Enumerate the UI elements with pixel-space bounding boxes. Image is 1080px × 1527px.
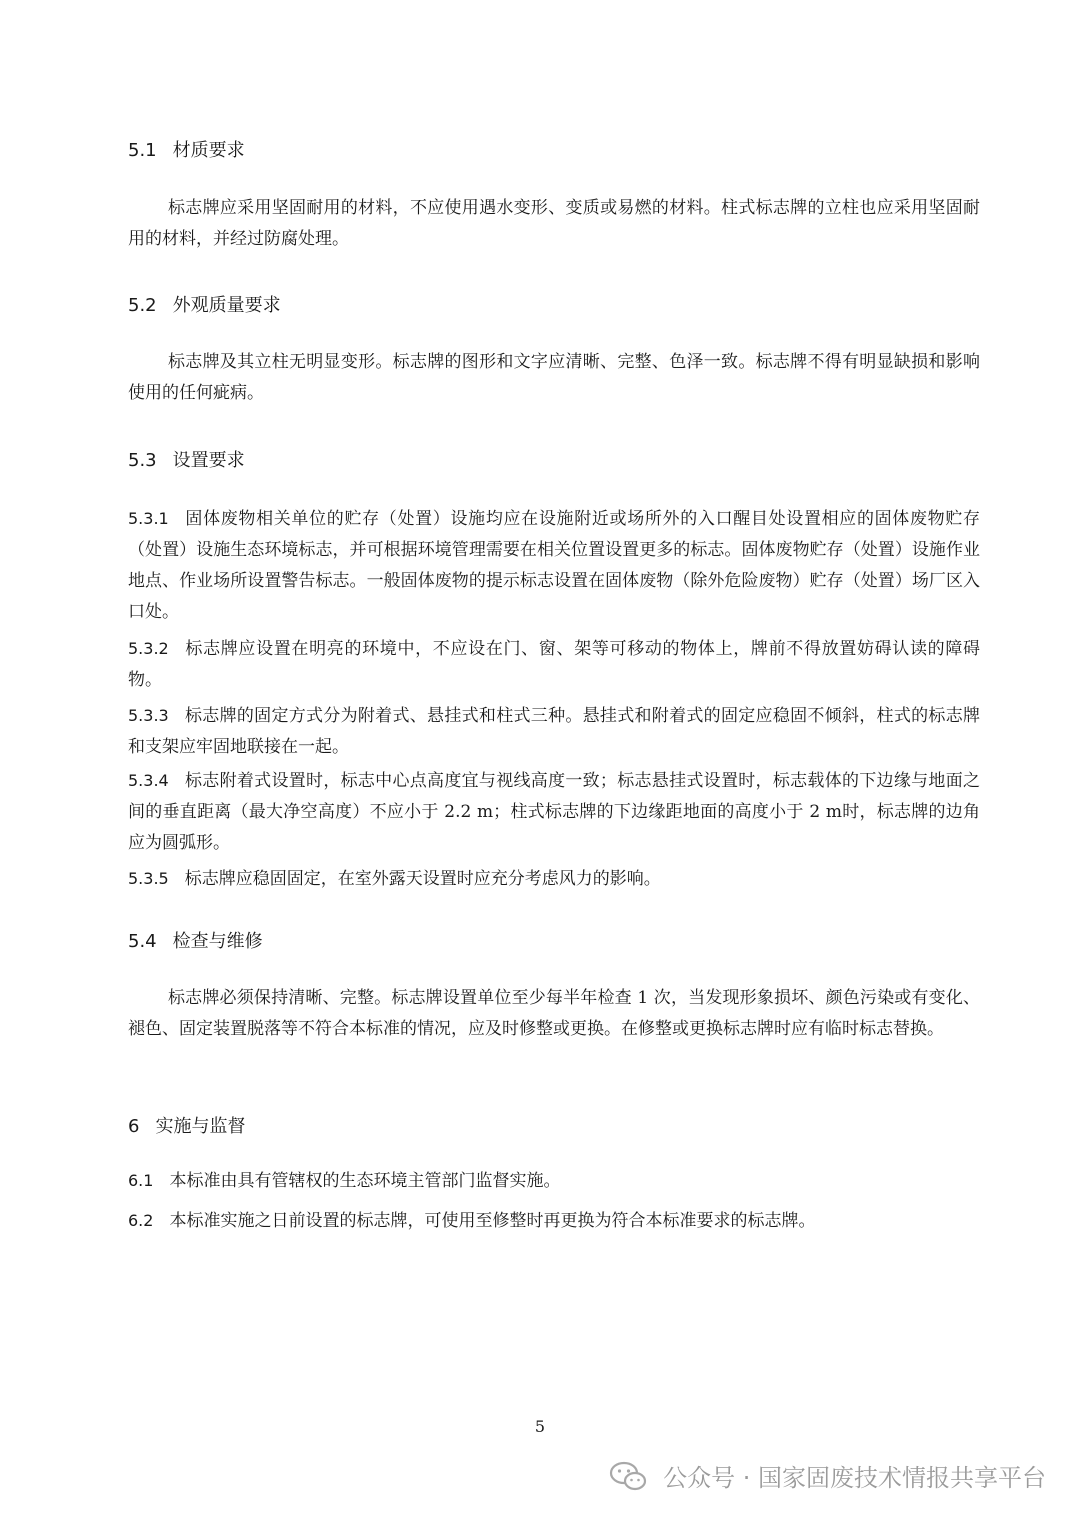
paragraph-5-4: 标志牌必须保持清晰、完整。标志牌设置单位至少每半年检查 1 次，当发现形象损坏、颜色污染或有变化、褪色、固定装置脱落等不符合本标准的情况，应及时修整或更换。在修整或更换标志牌时应有临时标志替换。	[128, 988, 980, 1039]
clause-5-3-4	[128, 765, 980, 859]
clause-6-2	[128, 1205, 980, 1237]
heading-number: 5.4	[128, 931, 157, 952]
paragraph-5-2: 标志牌及其立柱无明显变形。标志牌的图形和文字应清晰、完整、色泽一致。标志牌不得有明显缺损和影响使用的任何疵病。	[128, 352, 980, 403]
heading-5-1	[128, 136, 245, 162]
heading-title: 材质要求	[172, 140, 245, 161]
clause-text: 标志牌的固定方式分为附着式、悬挂式和柱式三种。悬挂式和附着式的固定应稳固不倾斜，柱式的标志牌和支架应牢固地联接在一起。	[128, 706, 980, 757]
clause-5-3-3	[128, 700, 980, 763]
heading-title: 实施与监督	[155, 1116, 246, 1137]
clause-number: 5.3.3	[128, 706, 169, 725]
clause-text: 本标准实施之日前设置的标志牌，可使用至修整时再更换为符合本标准要求的标志牌。	[169, 1211, 816, 1231]
heading-title: 外观质量要求	[172, 295, 281, 316]
heading-title: 检查与维修	[172, 931, 263, 952]
clause-6-1	[128, 1165, 980, 1197]
page-number: 5	[534, 1417, 546, 1436]
clause-number: 6.1	[128, 1171, 154, 1190]
clause-number: 6.2	[128, 1211, 154, 1230]
heading-5-4	[128, 927, 263, 953]
paragraph-5-1: 标志牌应采用坚固耐用的材料，不应使用遇水变形、变质或易燃的材料。柱式标志牌的立柱也应采用坚固耐用的材料，并经过防腐处理。	[128, 198, 980, 249]
heading-title: 设置要求	[172, 450, 245, 471]
clause-number: 5.3.4	[128, 771, 169, 790]
clause-number: 5.3.2	[128, 639, 169, 658]
clause-5-3-2	[128, 633, 980, 696]
clause-text: 标志牌应设置在明亮的环境中，不应设在门、窗、架等可移动的物体上，牌前不得放置妨碍认读的障碍物。	[128, 639, 980, 690]
wechat-watermark	[609, 1458, 1046, 1493]
heading-number: 6	[128, 1116, 140, 1137]
heading-5-3	[128, 446, 245, 472]
clause-5-3-1	[128, 503, 980, 628]
clause-number: 5.3.1	[128, 509, 169, 528]
clause-number: 5.3.5	[128, 869, 169, 888]
clause-text: 本标准由具有管辖权的生态环境主管部门监督实施。	[169, 1171, 561, 1191]
heading-6	[128, 1112, 245, 1138]
watermark-text: 公众号 · 国家固废技术情报共享平台	[663, 1464, 1046, 1492]
clause-text: 标志附着式设置时，标志中心点高度宜与视线高度一致；标志悬挂式设置时，标志载体的下边缘与地面之间的垂直距离（最大净空高度）不应小于 2.2 m；柱式标志牌的下边缘距地面的高度小于 2 m时，标志牌的边角应为圆弧形。	[128, 771, 980, 853]
wechat-icon	[609, 1461, 647, 1491]
heading-number: 5.1	[128, 140, 157, 161]
clause-text: 标志牌应稳固固定，在室外露天设置时应充分考虑风力的影响。	[184, 869, 661, 889]
heading-5-2	[128, 291, 281, 317]
clause-text: 固体废物相关单位的贮存（处置）设施均应在设施附近或场所外的入口醒目处设置相应的固体废物贮存（处置）设施生态环境标志，并可根据环境管理需要在相关位置设置更多的标志。固体废物贮存（处置）设施作业地点、作业场所设置警告标志。一般固体废物的提示标志设置在固体废物（除外危险废物）贮存（处置）场厂区入口处。	[128, 509, 980, 622]
heading-number: 5.2	[128, 295, 157, 316]
heading-number: 5.3	[128, 450, 157, 471]
clause-5-3-5	[128, 863, 980, 895]
